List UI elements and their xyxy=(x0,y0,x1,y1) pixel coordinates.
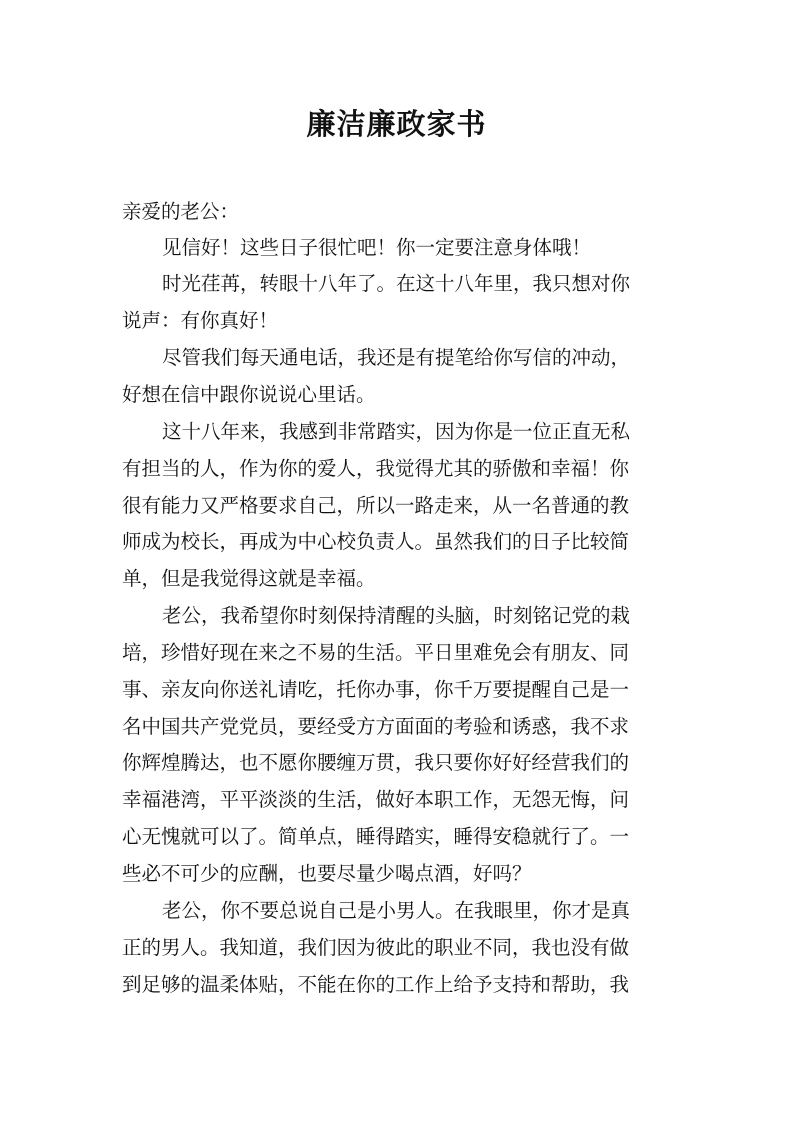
body-line: 说声：有你真好！ xyxy=(122,309,279,332)
body-line: 你辉煌腾达，也不愿你腰缠万贯，我只要你好好经营我们的 xyxy=(122,751,630,774)
body-line: 名中国共产党党员，要经受方方面面的考验和诱惑，我不求 xyxy=(122,715,630,738)
body-line: 心无愧就可以了。简单点，睡得踏实，睡得安稳就行了。一 xyxy=(122,825,630,848)
document-title: 廉洁廉政家书 xyxy=(306,107,487,141)
body-line: 时光荏苒，转眼十八年了。在这十八年里，我只想对你 xyxy=(162,272,631,295)
body-line: 有担当的人，作为你的爱人，我觉得尤其的骄傲和幸福！你 xyxy=(122,457,630,480)
body-line: 见信好！这些日子很忙吧！你一定要注意身体哦！ xyxy=(162,236,592,259)
body-line: 尽管我们每天通电话，我还是有提笔给你写信的冲动， xyxy=(162,346,631,369)
body-line: 好想在信中跟你说说心里话。 xyxy=(122,383,376,406)
body-line: 很有能力又严格要求自己，所以一路走来，从一名普通的教 xyxy=(122,494,630,517)
body-line: 单，但是我觉得这就是幸福。 xyxy=(122,567,376,590)
salutation-line: 亲爱的老公： xyxy=(122,200,240,223)
body-line: 正的男人。我知道，我们因为彼此的职业不同，我也没有做 xyxy=(122,936,630,959)
body-line: 幸福港湾，平平淡淡的生活，做好本职工作，无怨无悔，问 xyxy=(122,788,630,811)
body-line: 些必不可少的应酬，也要尽量少喝点酒，好吗？ xyxy=(122,862,532,885)
body-line: 这十八年来，我感到非常踏实，因为你是一位正直无私 xyxy=(162,420,631,443)
body-line: 老公，我希望你时刻保持清醒的头脑，时刻铭记党的栽 xyxy=(162,604,631,627)
body-line: 师成为校长，再成为中心校负责人。虽然我们的日子比较简 xyxy=(122,530,630,553)
body-line: 事、亲友向你送礼请吃，托你办事，你千万要提醒自己是一 xyxy=(122,678,630,701)
body-line: 培，珍惜好现在来之不易的生活。平日里难免会有朋友、同 xyxy=(122,641,630,664)
body-line: 到足够的温柔体贴，不能在你的工作上给予支持和帮助，我 xyxy=(122,973,630,996)
body-line: 老公，你不要总说自己是小男人。在我眼里，你才是真 xyxy=(162,899,631,922)
